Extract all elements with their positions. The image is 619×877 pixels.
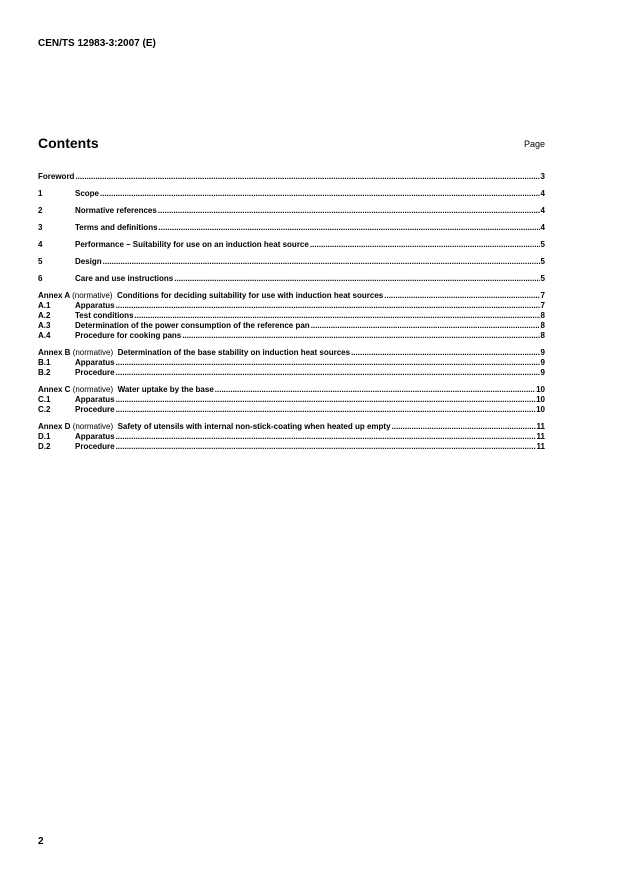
- toc-entry-a4[interactable]: [38, 331, 545, 341]
- toc-entry-page: 4: [540, 223, 545, 232]
- toc-entry-a1[interactable]: [38, 301, 545, 311]
- toc-entry-number: 6: [38, 274, 43, 283]
- annex-label: Annex D: [38, 422, 71, 431]
- annex-label: Annex A: [38, 291, 70, 300]
- toc-entry-title: Scope: [75, 189, 100, 198]
- toc-entry-title: Design: [75, 257, 102, 266]
- toc-annex-heading: [38, 422, 391, 432]
- dot-leader: [311, 321, 540, 331]
- toc-entry-clause-5[interactable]: [38, 257, 545, 267]
- toc-entry-page: 3: [540, 172, 545, 181]
- toc-entry-annex-b[interactable]: [38, 348, 545, 358]
- toc-entry-title: Procedure: [75, 368, 115, 377]
- toc-entry-page: 7: [540, 301, 545, 310]
- toc-entry-page: 9: [540, 348, 545, 357]
- annex-title: Water uptake by the base: [117, 385, 214, 394]
- toc-entry-clause-4[interactable]: [38, 240, 545, 250]
- table-of-contents: [38, 172, 545, 452]
- toc-entry-b1[interactable]: [38, 358, 545, 368]
- contents-title: Contents: [38, 135, 99, 151]
- toc-entry-annex-a[interactable]: [38, 291, 545, 301]
- toc-annex-heading: [38, 385, 214, 395]
- toc-entry-annex-d[interactable]: [38, 422, 545, 432]
- toc-entry-clause-6[interactable]: [38, 274, 545, 284]
- toc-entry-number: D.2: [38, 442, 51, 451]
- dot-leader: [215, 385, 535, 395]
- toc-entry-number: A.2: [38, 311, 51, 320]
- dot-leader: [351, 348, 539, 358]
- toc-entry-title: Foreword: [38, 172, 75, 181]
- toc-entry-number: 5: [38, 257, 43, 266]
- toc-entry-title: Apparatus: [75, 395, 115, 404]
- toc-entry-page: 5: [540, 257, 545, 266]
- toc-entry-page: 8: [540, 311, 545, 320]
- dot-leader: [384, 291, 539, 301]
- dot-leader: [103, 257, 540, 267]
- annex-type: (normative): [72, 385, 114, 394]
- toc-entry-title: Apparatus: [75, 432, 115, 441]
- toc-entry-page: 11: [536, 422, 545, 431]
- annex-title: Conditions for deciding suitability for use with induction heat sources: [117, 291, 384, 300]
- toc-entry-page: 9: [540, 358, 545, 367]
- toc-entry-page: 4: [540, 206, 545, 215]
- toc-entry-page: 11: [536, 442, 545, 451]
- toc-entry-number: C.2: [38, 405, 51, 414]
- toc-entry-c1[interactable]: [38, 395, 545, 405]
- dot-leader: [116, 395, 536, 405]
- page-number: 2: [38, 836, 44, 847]
- dot-leader: [159, 223, 540, 233]
- toc-entry-number: 1: [38, 189, 43, 198]
- dot-leader: [116, 432, 536, 442]
- toc-entry-title: Procedure: [75, 405, 115, 414]
- toc-entry-number: A.4: [38, 331, 51, 340]
- toc-entry-number: C.1: [38, 395, 51, 404]
- dot-leader: [182, 331, 539, 341]
- dot-leader: [116, 405, 536, 415]
- toc-entry-number: A.3: [38, 321, 51, 330]
- annex-title: Safety of utensils with internal non-stick-coating when heated up empty: [117, 422, 391, 431]
- page-column-label: Page: [523, 139, 545, 149]
- toc-entry-clause-2[interactable]: [38, 206, 545, 216]
- toc-entry-number: 4: [38, 240, 43, 249]
- toc-entry-title: Procedure: [75, 442, 115, 451]
- annex-type: (normative): [72, 348, 114, 357]
- toc-entry-d2[interactable]: [38, 442, 545, 452]
- dot-leader: [158, 206, 540, 216]
- toc-entry-title: Apparatus: [75, 301, 115, 310]
- toc-entry-page: 8: [540, 331, 545, 340]
- toc-entry-page: 4: [540, 189, 545, 198]
- toc-entry-b2[interactable]: [38, 368, 545, 378]
- dot-leader: [100, 189, 540, 199]
- toc-entry-page: 5: [540, 240, 545, 249]
- toc-entry-number: D.1: [38, 432, 51, 441]
- annex-label: Annex B: [38, 348, 71, 357]
- toc-entry-a3[interactable]: [38, 321, 545, 331]
- toc-entry-page: 10: [536, 385, 545, 394]
- toc-annex-heading: [38, 348, 350, 358]
- toc-entry-title: Care and use instructions: [75, 274, 174, 283]
- toc-entry-page: 7: [540, 291, 545, 300]
- dot-leader: [135, 311, 540, 321]
- dot-leader: [310, 240, 540, 250]
- toc-entry-title: Procedure for cooking pans: [75, 331, 182, 340]
- toc-entry-title: Test conditions: [75, 311, 134, 320]
- toc-entry-a2[interactable]: [38, 311, 545, 321]
- toc-entry-page: 10: [536, 405, 545, 414]
- toc-entry-title: Performance – Suitability for use on an induction heat source: [75, 240, 309, 249]
- document-id-header: CEN/TS 12983-3:2007 (E): [38, 38, 156, 49]
- toc-entry-page: 10: [536, 395, 545, 404]
- dot-leader: [116, 301, 540, 311]
- toc-entry-number: 2: [38, 206, 43, 215]
- toc-entry-d1[interactable]: [38, 432, 545, 442]
- toc-entry-title: Terms and definitions: [75, 223, 158, 232]
- dot-leader: [75, 172, 539, 182]
- toc-entry-number: A.1: [38, 301, 51, 310]
- toc-entry-title: Apparatus: [75, 358, 115, 367]
- toc-entry-page: 5: [540, 274, 545, 283]
- dot-leader: [116, 358, 540, 368]
- toc-entry-clause-3[interactable]: [38, 223, 545, 233]
- annex-type: (normative): [72, 291, 113, 300]
- dot-leader: [174, 274, 539, 284]
- toc-entry-annex-c[interactable]: [38, 385, 545, 395]
- toc-entry-page: 8: [540, 321, 545, 330]
- annex-type: (normative): [72, 422, 114, 431]
- dot-leader: [116, 442, 536, 452]
- annex-title: Determination of the base stability on induction heat sources: [117, 348, 351, 357]
- dot-leader: [116, 368, 540, 378]
- toc-entry-page: 11: [536, 432, 545, 441]
- toc-entry-title: Normative references: [75, 206, 157, 215]
- toc-entry-number: 3: [38, 223, 43, 232]
- toc-entry-page: 9: [540, 368, 545, 377]
- annex-label: Annex C: [38, 385, 71, 394]
- toc-entry-number: B.1: [38, 358, 51, 367]
- toc-entry-foreword[interactable]: [38, 172, 545, 182]
- toc-annex-heading: [38, 291, 383, 301]
- toc-entry-number: B.2: [38, 368, 51, 377]
- dot-leader: [392, 422, 536, 432]
- toc-entry-clause-1[interactable]: [38, 189, 545, 199]
- toc-entry-title: Determination of the power consumption of the reference pan: [75, 321, 310, 330]
- toc-entry-c2[interactable]: [38, 405, 545, 415]
